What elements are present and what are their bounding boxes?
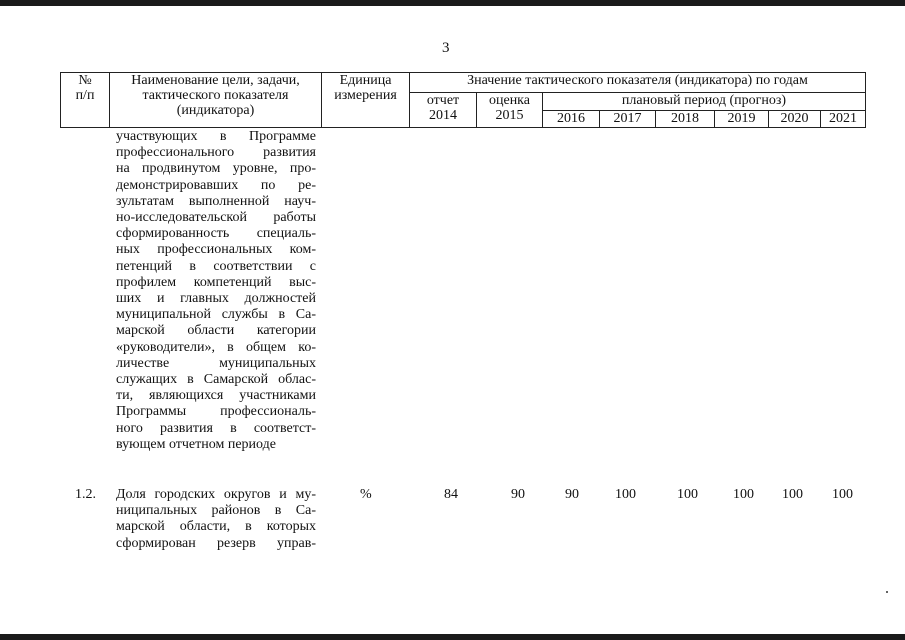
row-value-2020: 100	[782, 487, 803, 502]
header-number-cell	[61, 73, 110, 128]
table-header	[60, 72, 866, 128]
scan-speck	[886, 591, 888, 593]
text-line: на продвинутом уровне, про-	[116, 161, 316, 177]
header-name-line2: тактического показателя	[142, 88, 289, 103]
header-name-cell	[110, 73, 322, 128]
header-report-label: отчет	[426, 93, 460, 108]
header-plan-label: плановый период (прогноз)	[543, 93, 866, 111]
header-number-line1: №	[78, 73, 92, 88]
text-line: сформирован резерв управ-	[116, 535, 316, 551]
header-year-2020: 2020	[769, 111, 821, 128]
header-year-2021: 2021	[821, 111, 866, 128]
header-unit-cell	[322, 73, 410, 128]
text-line: вующем отчетном периоде	[116, 436, 276, 452]
header-year-2014: 2014	[429, 108, 457, 123]
row-value-2014: 84	[444, 487, 458, 502]
top-border-rule	[0, 0, 905, 6]
text-line: Программы профессиональ-	[116, 404, 316, 420]
text-line: ших и главных должностей	[116, 291, 316, 307]
text-line: служащих в Самарской облас-	[116, 372, 316, 388]
text-line: зультатам выполненной науч-	[116, 193, 316, 209]
text-line: ниципальных районов в Са-	[116, 503, 316, 519]
text-line: Доля городских округов и му-	[116, 487, 316, 502]
text-line: личестве муниципальных	[116, 355, 316, 371]
text-line: сформированность специаль-	[116, 226, 316, 242]
text-line: ных профессиональных ком-	[116, 242, 316, 258]
text-line: профессионального развития	[116, 145, 316, 161]
text-line: марской области, в которых	[116, 519, 316, 535]
text-line: муниципальной службы в Са-	[116, 307, 316, 323]
row-value-2015: 90	[511, 487, 525, 502]
header-year-2017: 2017	[600, 111, 656, 128]
row-indicator-text	[116, 487, 316, 552]
header-estimate-cell	[477, 93, 543, 128]
row-value-2021: 100	[832, 487, 853, 502]
text-line: профилем компетенций выс-	[116, 274, 316, 290]
row-value-2018: 100	[677, 487, 698, 502]
row-value-2016: 90	[565, 487, 579, 502]
header-year-2019: 2019	[715, 111, 769, 128]
header-report-cell	[410, 93, 477, 128]
header-year-2015: 2015	[495, 108, 524, 123]
header-year-2016: 2016	[543, 111, 600, 128]
header-unit-line2: измерения	[334, 88, 397, 103]
page-number: 3	[442, 40, 450, 56]
header-year-2018: 2018	[656, 111, 715, 128]
text-line: ти, являющихся участниками	[116, 388, 316, 404]
header-value-title: Значение тактического показателя (индикатора) по годам	[410, 73, 866, 93]
header-name-line3: (индикатора)	[176, 103, 255, 118]
header-number-line2: п/п	[75, 88, 95, 103]
text-line: участвующих в Программе	[116, 129, 316, 144]
row-value-2017: 100	[615, 487, 636, 502]
row-unit: %	[360, 487, 372, 502]
header-name-line1: Наименование цели, задачи,	[131, 73, 300, 88]
bottom-border-rule	[0, 634, 905, 640]
continued-indicator-text	[116, 129, 316, 453]
text-line: ного развития в соответст-	[116, 420, 316, 436]
row-value-2019: 100	[733, 487, 754, 502]
text-line: «руководители», в общем ко-	[116, 339, 316, 355]
text-line: но-исследовательской работы	[116, 210, 316, 226]
row-number: 1.2.	[75, 487, 96, 502]
text-line: петенций в соответствии с	[116, 258, 316, 274]
header-estimate-label: оценка	[488, 93, 530, 108]
text-line: демонстрировавших по ре-	[116, 177, 316, 193]
header-unit-line1: Единица	[339, 73, 392, 88]
text-line: марской области категории	[116, 323, 316, 339]
